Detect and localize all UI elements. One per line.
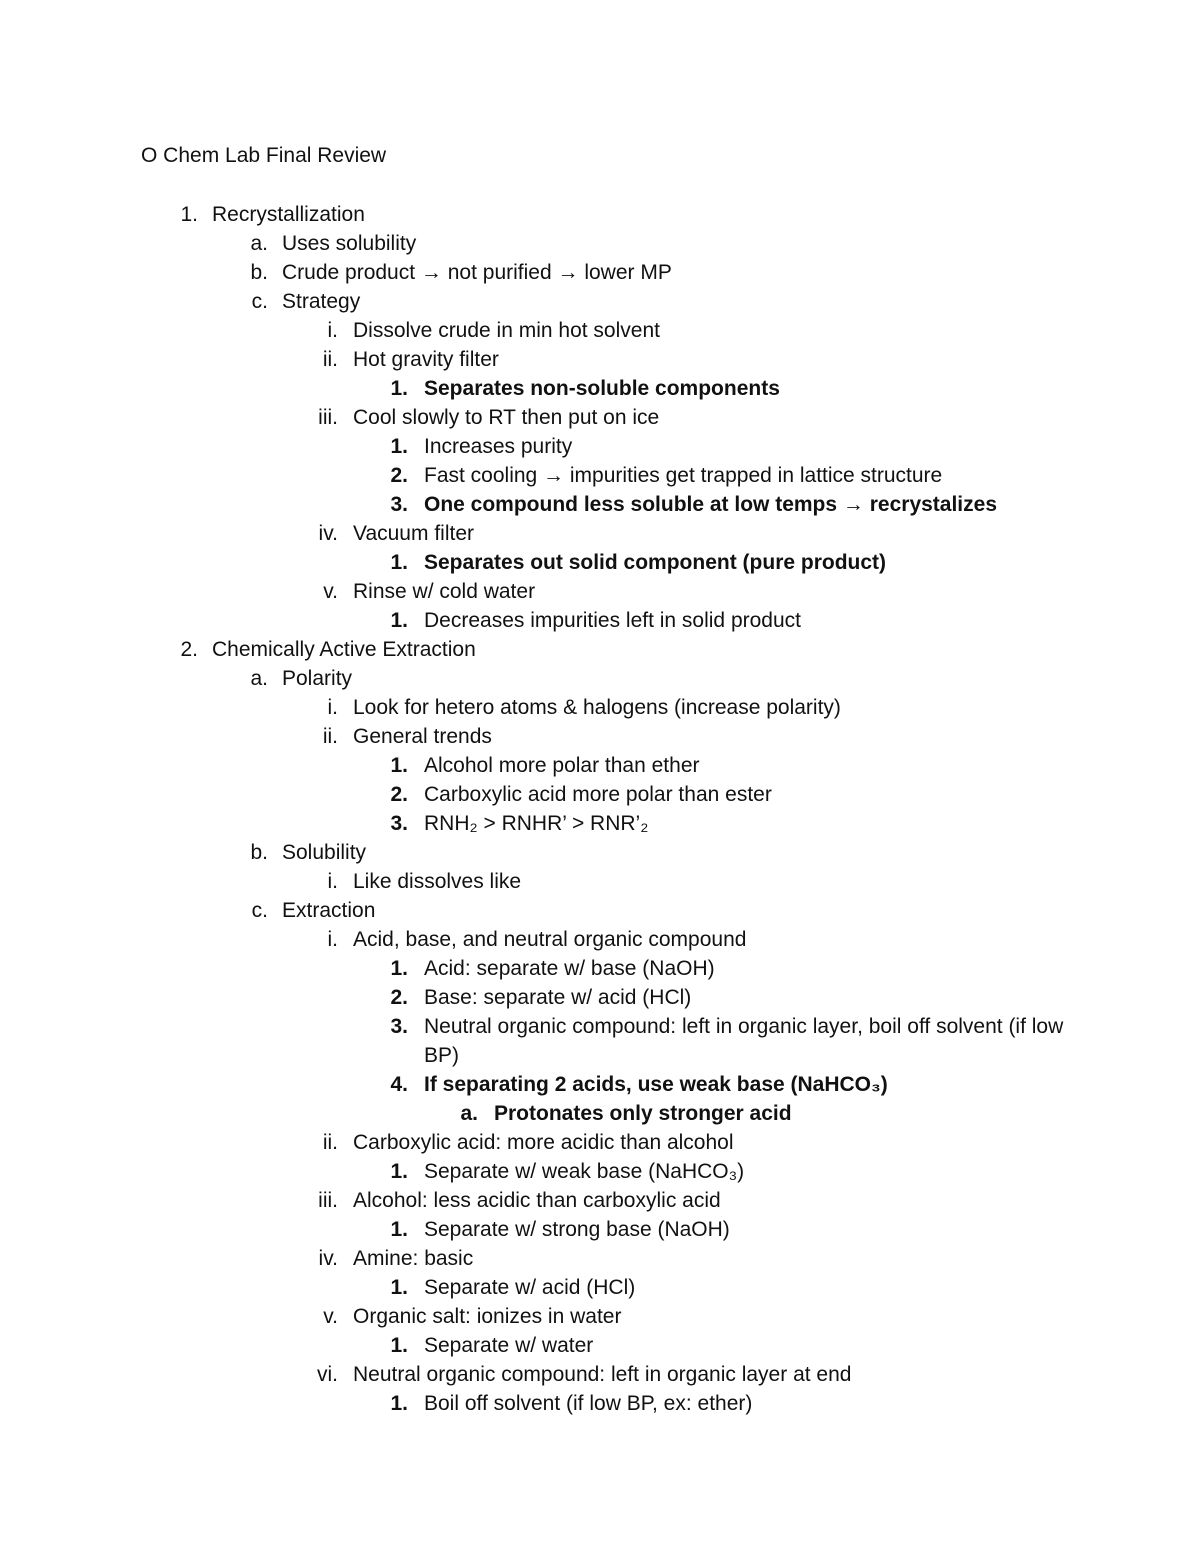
outline-text: Base: separate w/ acid (HCl) (424, 986, 692, 1009)
outline-text: Separate w/ weak base (NaHCO₃) (424, 1160, 745, 1183)
outline-text: Look for hetero atoms & halogens (increase polarity) (353, 696, 841, 719)
outline-text: Separates out solid component (pure product) (424, 551, 887, 574)
outline-list (0, 200, 1200, 1418)
outline-item (0, 1302, 1200, 1331)
outline-item (0, 635, 1200, 664)
outline-item (0, 1273, 1200, 1302)
outline-marker: i. (327, 928, 338, 951)
outline-text: Uses solubility (282, 232, 417, 255)
outline-item (0, 693, 1200, 722)
outline-item (0, 1389, 1200, 1418)
outline-item (0, 867, 1200, 896)
outline-marker: a. (250, 667, 268, 690)
outline-text: Alcohol more polar than ether (424, 754, 700, 777)
outline-marker: b. (250, 841, 268, 864)
outline-text: Carboxylic acid: more acidic than alcohol (353, 1131, 734, 1154)
outline-marker: i. (327, 319, 338, 342)
outline-text: Neutral organic compound: left in organic layer at end (353, 1363, 852, 1386)
outline-item (0, 1128, 1200, 1157)
outline-marker: 4. (390, 1073, 408, 1096)
outline-item (0, 577, 1200, 606)
outline-item (0, 519, 1200, 548)
outline-item (0, 925, 1200, 954)
outline-text: Separate w/ water (424, 1334, 594, 1357)
outline-item (0, 1360, 1200, 1389)
outline-marker: iii. (318, 406, 338, 429)
outline-item (0, 664, 1200, 693)
outline-marker: 3. (390, 1015, 408, 1038)
outline-marker: 2. (390, 464, 408, 487)
outline-item (0, 954, 1200, 983)
outline-marker: 1. (390, 551, 408, 574)
outline-marker: 1. (390, 1392, 408, 1415)
outline-text: RNH₂ > RNHR’ > RNR’₂ (424, 812, 649, 835)
outline-text: Alcohol: less acidic than carboxylic acid (353, 1189, 721, 1212)
outline-item (0, 896, 1200, 925)
outline-item (0, 1215, 1200, 1244)
outline-text: Protonates only stronger acid (494, 1102, 792, 1125)
outline-text: Organic salt: ionizes in water (353, 1305, 622, 1328)
outline-marker: iv. (318, 1247, 338, 1270)
outline-text: Polarity (282, 667, 353, 690)
outline-item (0, 461, 1200, 490)
outline-text: Separate w/ strong base (NaOH) (424, 1218, 730, 1241)
outline-item (0, 722, 1200, 751)
outline-text: If separating 2 acids, use weak base (NaHCO₃) (424, 1073, 888, 1096)
outline-item (0, 490, 1200, 519)
outline-marker: v. (323, 1305, 338, 1328)
outline-marker: ii. (322, 348, 338, 371)
outline-text: Crude product → not purified → lower MP (282, 261, 672, 284)
outline-text: Vacuum filter (353, 522, 474, 545)
outline-marker: 1. (390, 435, 408, 458)
outline-text: Cool slowly to RT then put on ice (353, 406, 660, 429)
document-title: O Chem Lab Final Review (141, 144, 387, 167)
outline-item (0, 983, 1200, 1012)
outline-marker: 1. (390, 377, 408, 400)
outline-item (0, 374, 1200, 403)
outline-text: Extraction (282, 899, 376, 922)
outline-marker: a. (460, 1102, 478, 1125)
outline-item (0, 1331, 1200, 1360)
outline-item (0, 345, 1200, 374)
outline-item (0, 548, 1200, 577)
outline-marker: 3. (390, 812, 408, 835)
outline-marker: i. (327, 696, 338, 719)
outline-marker: 1. (390, 1334, 408, 1357)
outline-text: Decreases impurities left in solid product (424, 609, 801, 632)
outline-text: Recrystallization (212, 203, 365, 226)
outline-item (0, 316, 1200, 345)
outline-text: Separate w/ acid (HCl) (424, 1276, 636, 1299)
outline-item (0, 432, 1200, 461)
outline-marker: 2. (180, 638, 198, 661)
outline-marker: ii. (322, 1131, 338, 1154)
outline-item (0, 258, 1200, 287)
outline-text: Like dissolves like (353, 870, 522, 893)
outline-text: Boil off solvent (if low BP, ex: ether) (424, 1392, 753, 1415)
outline-marker: v. (323, 580, 338, 603)
outline-marker: a. (250, 232, 268, 255)
outline-marker: c. (251, 290, 268, 313)
outline-text: Carboxylic acid more polar than ester (424, 783, 772, 806)
outline-text: Chemically Active Extraction (212, 638, 476, 661)
outline-marker: 3. (390, 493, 408, 516)
outline-marker: 2. (390, 986, 408, 1009)
outline-marker: 1. (390, 609, 408, 632)
outline-item (0, 1157, 1200, 1186)
outline-text: Neutral organic compound: left in organic layer, boil off solvent (if low BP) (424, 1015, 1064, 1067)
outline-item (0, 1244, 1200, 1273)
outline-text: Increases purity (424, 435, 573, 458)
outline-marker: ii. (322, 725, 338, 748)
outline-item (0, 751, 1200, 780)
outline-marker: 1. (390, 1276, 408, 1299)
outline-marker: 1. (390, 1160, 408, 1183)
outline-marker: 1. (390, 754, 408, 777)
outline-marker: 1. (390, 957, 408, 980)
outline-item (0, 838, 1200, 867)
outline-text: General trends (353, 725, 492, 748)
outline-text: Amine: basic (353, 1247, 474, 1270)
outline-text: One compound less soluble at low temps → recrystalizes (424, 493, 997, 516)
outline-item (0, 200, 1200, 229)
outline-item (0, 780, 1200, 809)
outline-marker: iii. (318, 1189, 338, 1212)
outline-item (0, 606, 1200, 635)
outline-text: Hot gravity filter (353, 348, 499, 371)
outline-marker: 1. (180, 203, 198, 226)
outline-item (0, 1099, 1200, 1128)
outline-marker: vi. (317, 1363, 338, 1386)
outline-marker: c. (251, 899, 268, 922)
outline-text: Acid, base, and neutral organic compound (353, 928, 747, 951)
outline-marker: 1. (390, 1218, 408, 1241)
outline-text: Strategy (282, 290, 361, 313)
outline-marker: i. (327, 870, 338, 893)
outline-item (0, 403, 1200, 432)
outline-text: Solubility (282, 841, 367, 864)
outline-marker: 2. (390, 783, 408, 806)
outline-marker: iv. (318, 522, 338, 545)
outline-item (0, 287, 1200, 316)
outline-item (0, 1012, 1200, 1070)
outline-item (0, 809, 1200, 838)
outline-item (0, 1186, 1200, 1215)
outline-text: Separates non-soluble components (424, 377, 780, 400)
outline-item (0, 1070, 1200, 1099)
outline-text: Dissolve crude in min hot solvent (353, 319, 660, 342)
outline-text: Acid: separate w/ base (NaOH) (424, 957, 715, 980)
outline-text: Fast cooling → impurities get trapped in lattice structure (424, 464, 943, 487)
outline-item (0, 229, 1200, 258)
outline-text: Rinse w/ cold water (353, 580, 536, 603)
outline-marker: b. (250, 261, 268, 284)
